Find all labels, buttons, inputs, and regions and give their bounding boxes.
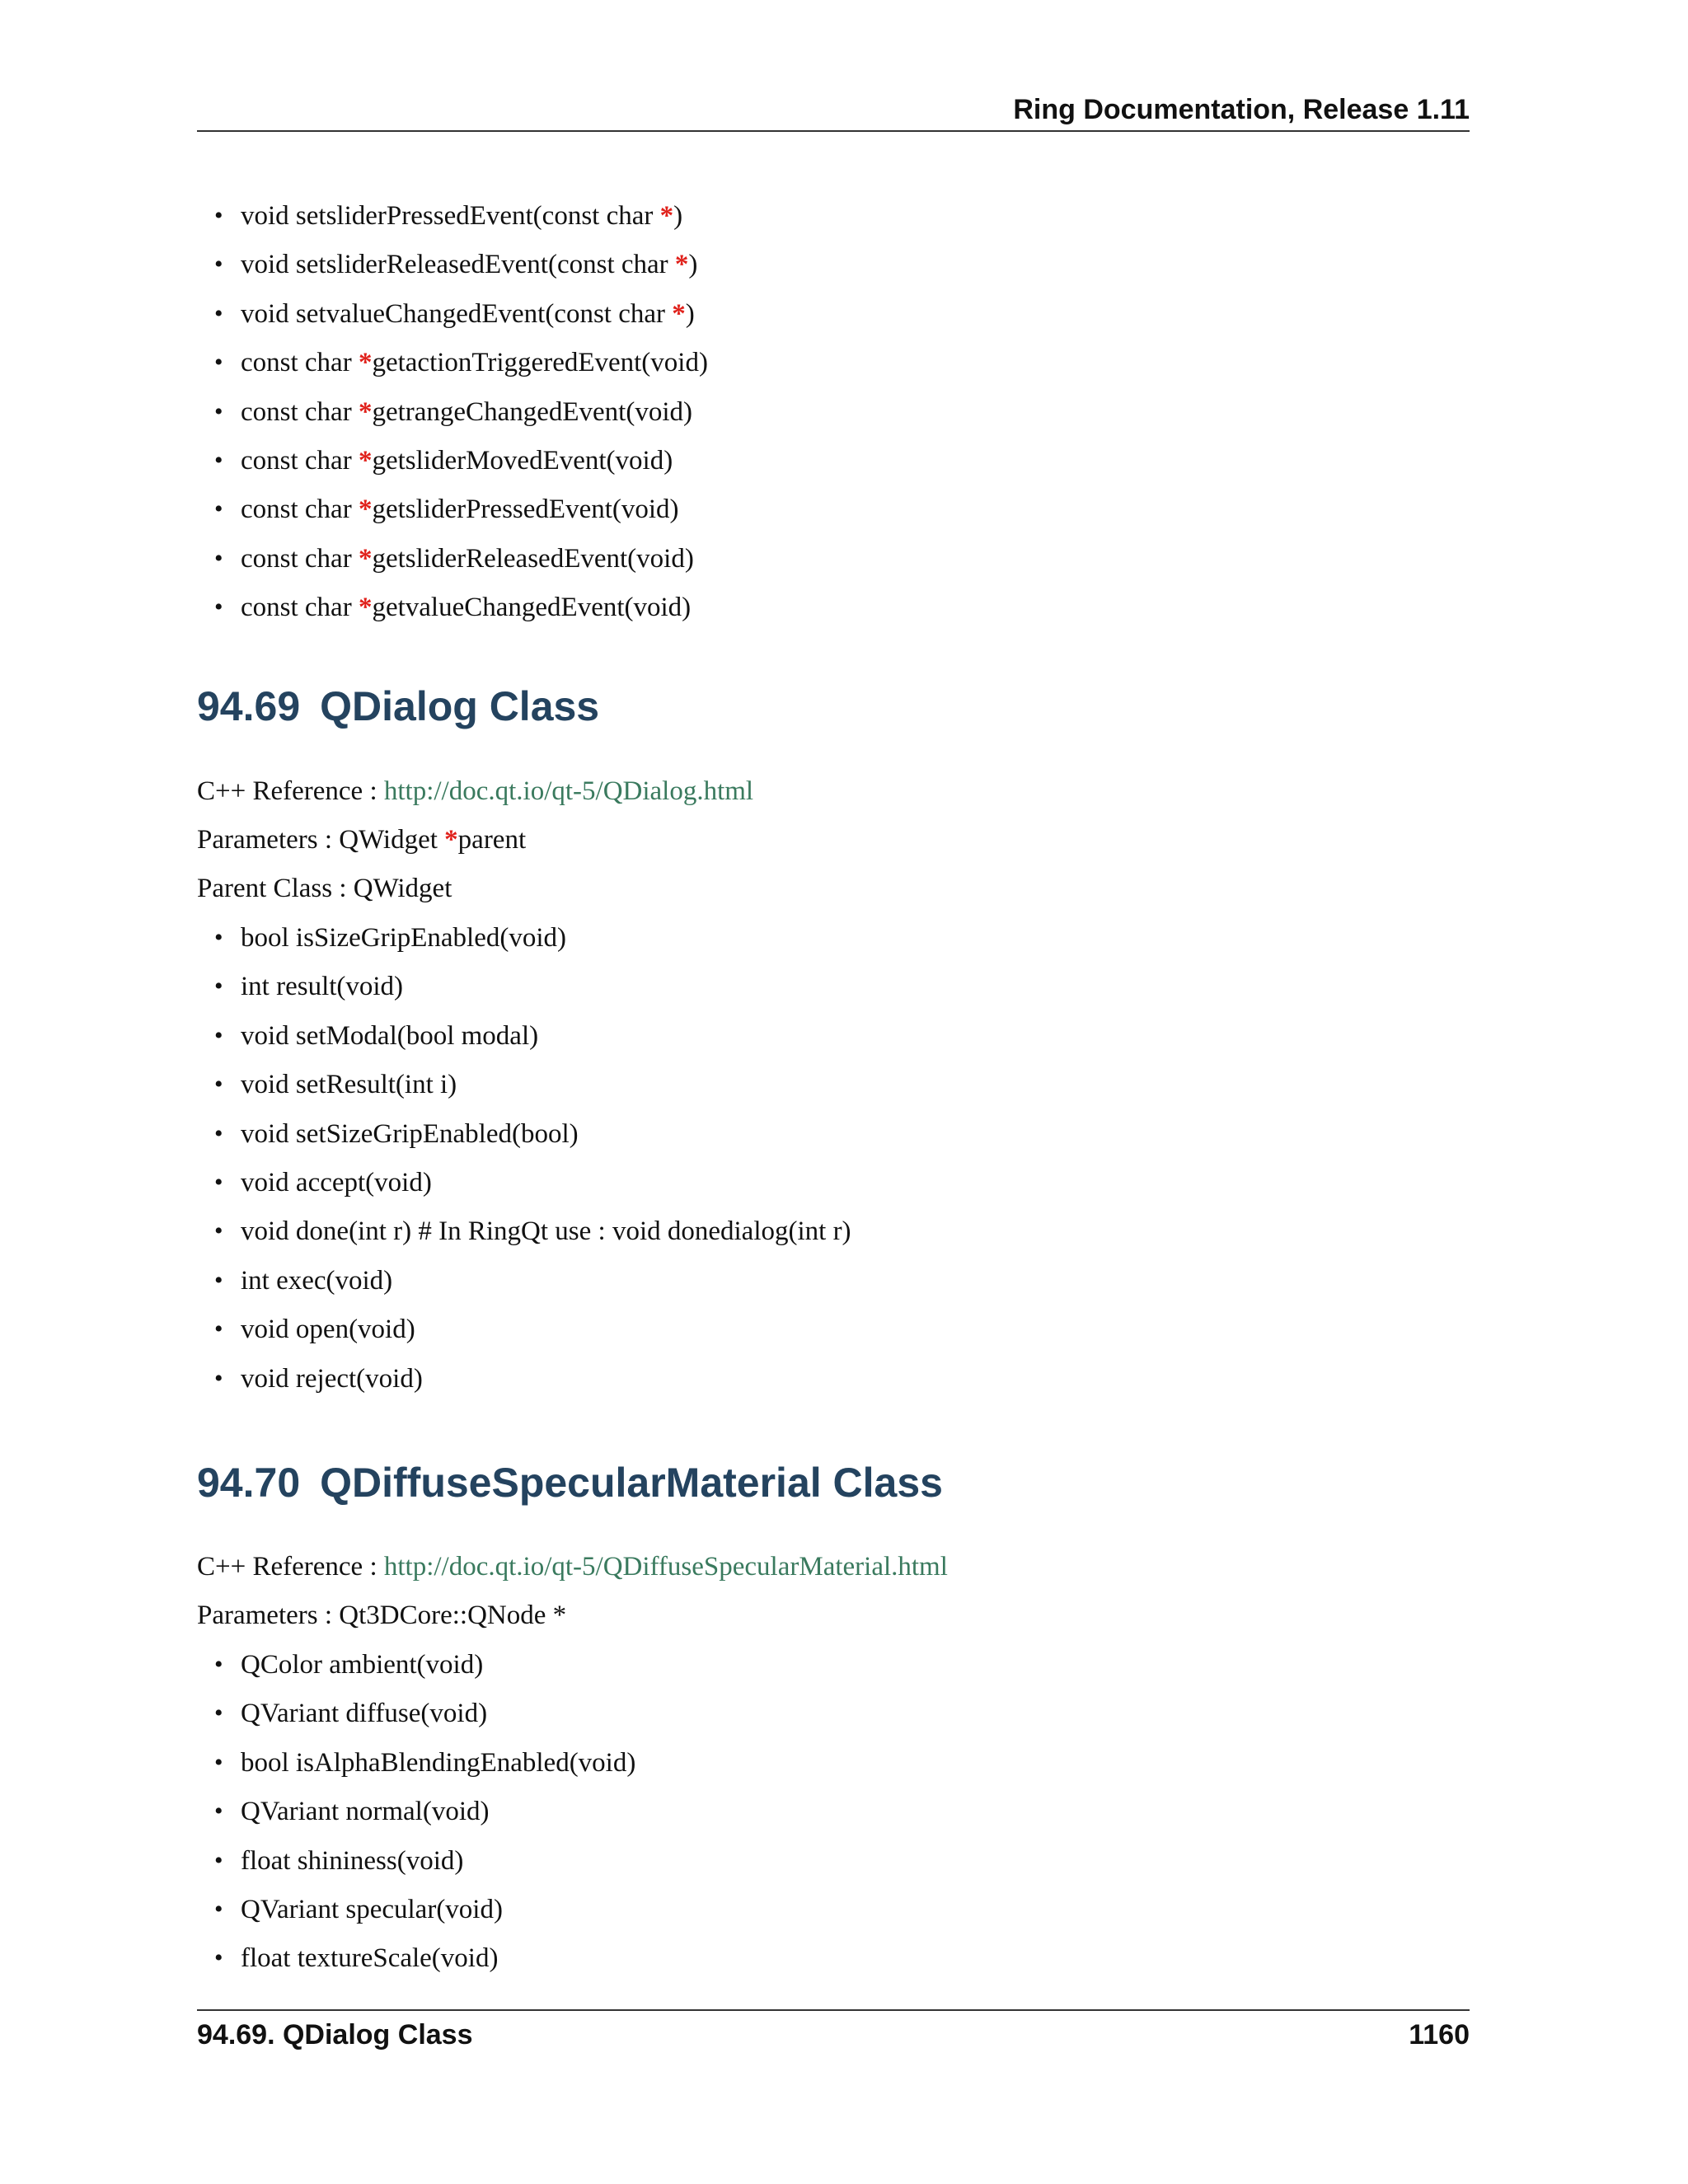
qdiffuse-method-list [214,1648,636,1991]
list-item: • void setResult(int i) [214,1070,457,1100]
list-item: • QVariant specular(void) [214,1894,503,1924]
list-item: • QVariant diffuse(void) [214,1699,488,1729]
list-item: • const char *getsliderReleasedEvent(void) [214,543,694,574]
list-item: • void done(int r) # In RingQt use : void donedialog(int r) [214,1216,851,1247]
list-item: • bool isSizeGripEnabled(void) [214,923,567,953]
document-title: Ring Documentation, Release 1.11 [1013,94,1470,125]
bullet-icon: • [214,972,223,1001]
bullet-icon: • [214,1119,223,1147]
section-heading-qdialog: 94.69 QDialog Class [197,683,600,729]
bullet-icon: • [214,1944,223,1972]
bullet-icon: • [214,1895,223,1923]
list-item: • QVariant normal(void) [214,1797,490,1827]
list-item: • int exec(void) [214,1265,393,1296]
bullet-icon: • [214,1168,223,1196]
list-item: • int result(void) [214,972,404,1002]
qdiffuse-reference: C++ Reference : http://doc.qt.io/qt-5/QDiffuseSpecularMaterial.html [197,1552,948,1582]
bullet-icon: • [214,1699,223,1727]
bullet-icon: • [214,1748,223,1776]
bullet-icon: • [214,924,223,951]
bullet-icon: • [214,1364,223,1392]
list-item: • const char *getvalueChangedEvent(void) [214,593,692,623]
list-item: • void setsliderReleasedEvent(const char *) [214,250,698,280]
bullet-icon: • [214,1315,223,1343]
bullet-icon: • [214,1797,223,1825]
bullet-icon: • [214,495,223,523]
section-heading-qdiffusespecularmaterial: 94.70 QDiffuseSpecularMaterial Class [197,1460,943,1506]
page-footer [197,2009,1470,2060]
bullet-icon: • [214,544,223,572]
qdialog-parent-class: Parent Class : QWidget [197,874,452,903]
bullet-icon: • [214,202,223,229]
bullet-icon: • [214,446,223,474]
list-item: • const char *getsliderPressedEvent(void) [214,494,679,525]
bullet-icon: • [214,299,223,327]
list-item: • void reject(void) [214,1363,423,1394]
list-item: • void setsliderPressedEvent(const char *) [214,201,683,231]
qdialog-reference-link[interactable]: http://doc.qt.io/qt-5/QDialog.html [383,776,754,806]
bullet-icon: • [214,1071,223,1099]
page-header [197,89,1470,132]
bullet-icon: • [214,349,223,377]
list-item: • QColor ambient(void) [214,1650,484,1680]
bullet-icon: • [214,593,223,621]
page-number: 1160 [1409,2019,1470,2050]
qdialog-parameters: Parameters : QWidget *parent [197,825,527,855]
bullet-icon: • [214,1651,223,1678]
bullet-icon: • [214,1021,223,1049]
bullet-icon: • [214,397,223,425]
list-item: • void setSizeGripEnabled(bool) [214,1118,579,1149]
list-item: • void accept(void) [214,1167,432,1197]
list-item: • const char *getsliderMovedEvent(void) [214,445,673,476]
footer-section-title: 94.69. QDialog Class [197,2019,473,2050]
qdialog-method-list [214,921,851,1411]
list-item: • const char *getactionTriggeredEvent(void) [214,348,708,378]
bullet-icon: • [214,1217,223,1245]
list-item: • void open(void) [214,1315,415,1345]
list-item: • float textureScale(void) [214,1943,499,1974]
bullet-icon: • [214,251,223,279]
list-item: • void setvalueChangedEvent(const char *) [214,298,695,329]
qdialog-reference: C++ Reference : http://doc.qt.io/qt-5/QDialog.html [197,776,754,806]
list-item: • void setModal(bool modal) [214,1020,539,1051]
list-item: • float shininess(void) [214,1845,464,1876]
list-item: • bool isAlphaBlendingEnabled(void) [214,1747,636,1778]
qdiffuse-reference-link[interactable]: http://doc.qt.io/qt-5/QDiffuseSpecularMaterial.html [383,1552,948,1582]
bullet-icon: • [214,1266,223,1294]
bullet-icon: • [214,1846,223,1874]
top-method-list [214,199,708,640]
qdiffuse-parameters: Parameters : Qt3DCore::QNode * [197,1601,567,1630]
list-item: • const char *getrangeChangedEvent(void) [214,396,692,427]
